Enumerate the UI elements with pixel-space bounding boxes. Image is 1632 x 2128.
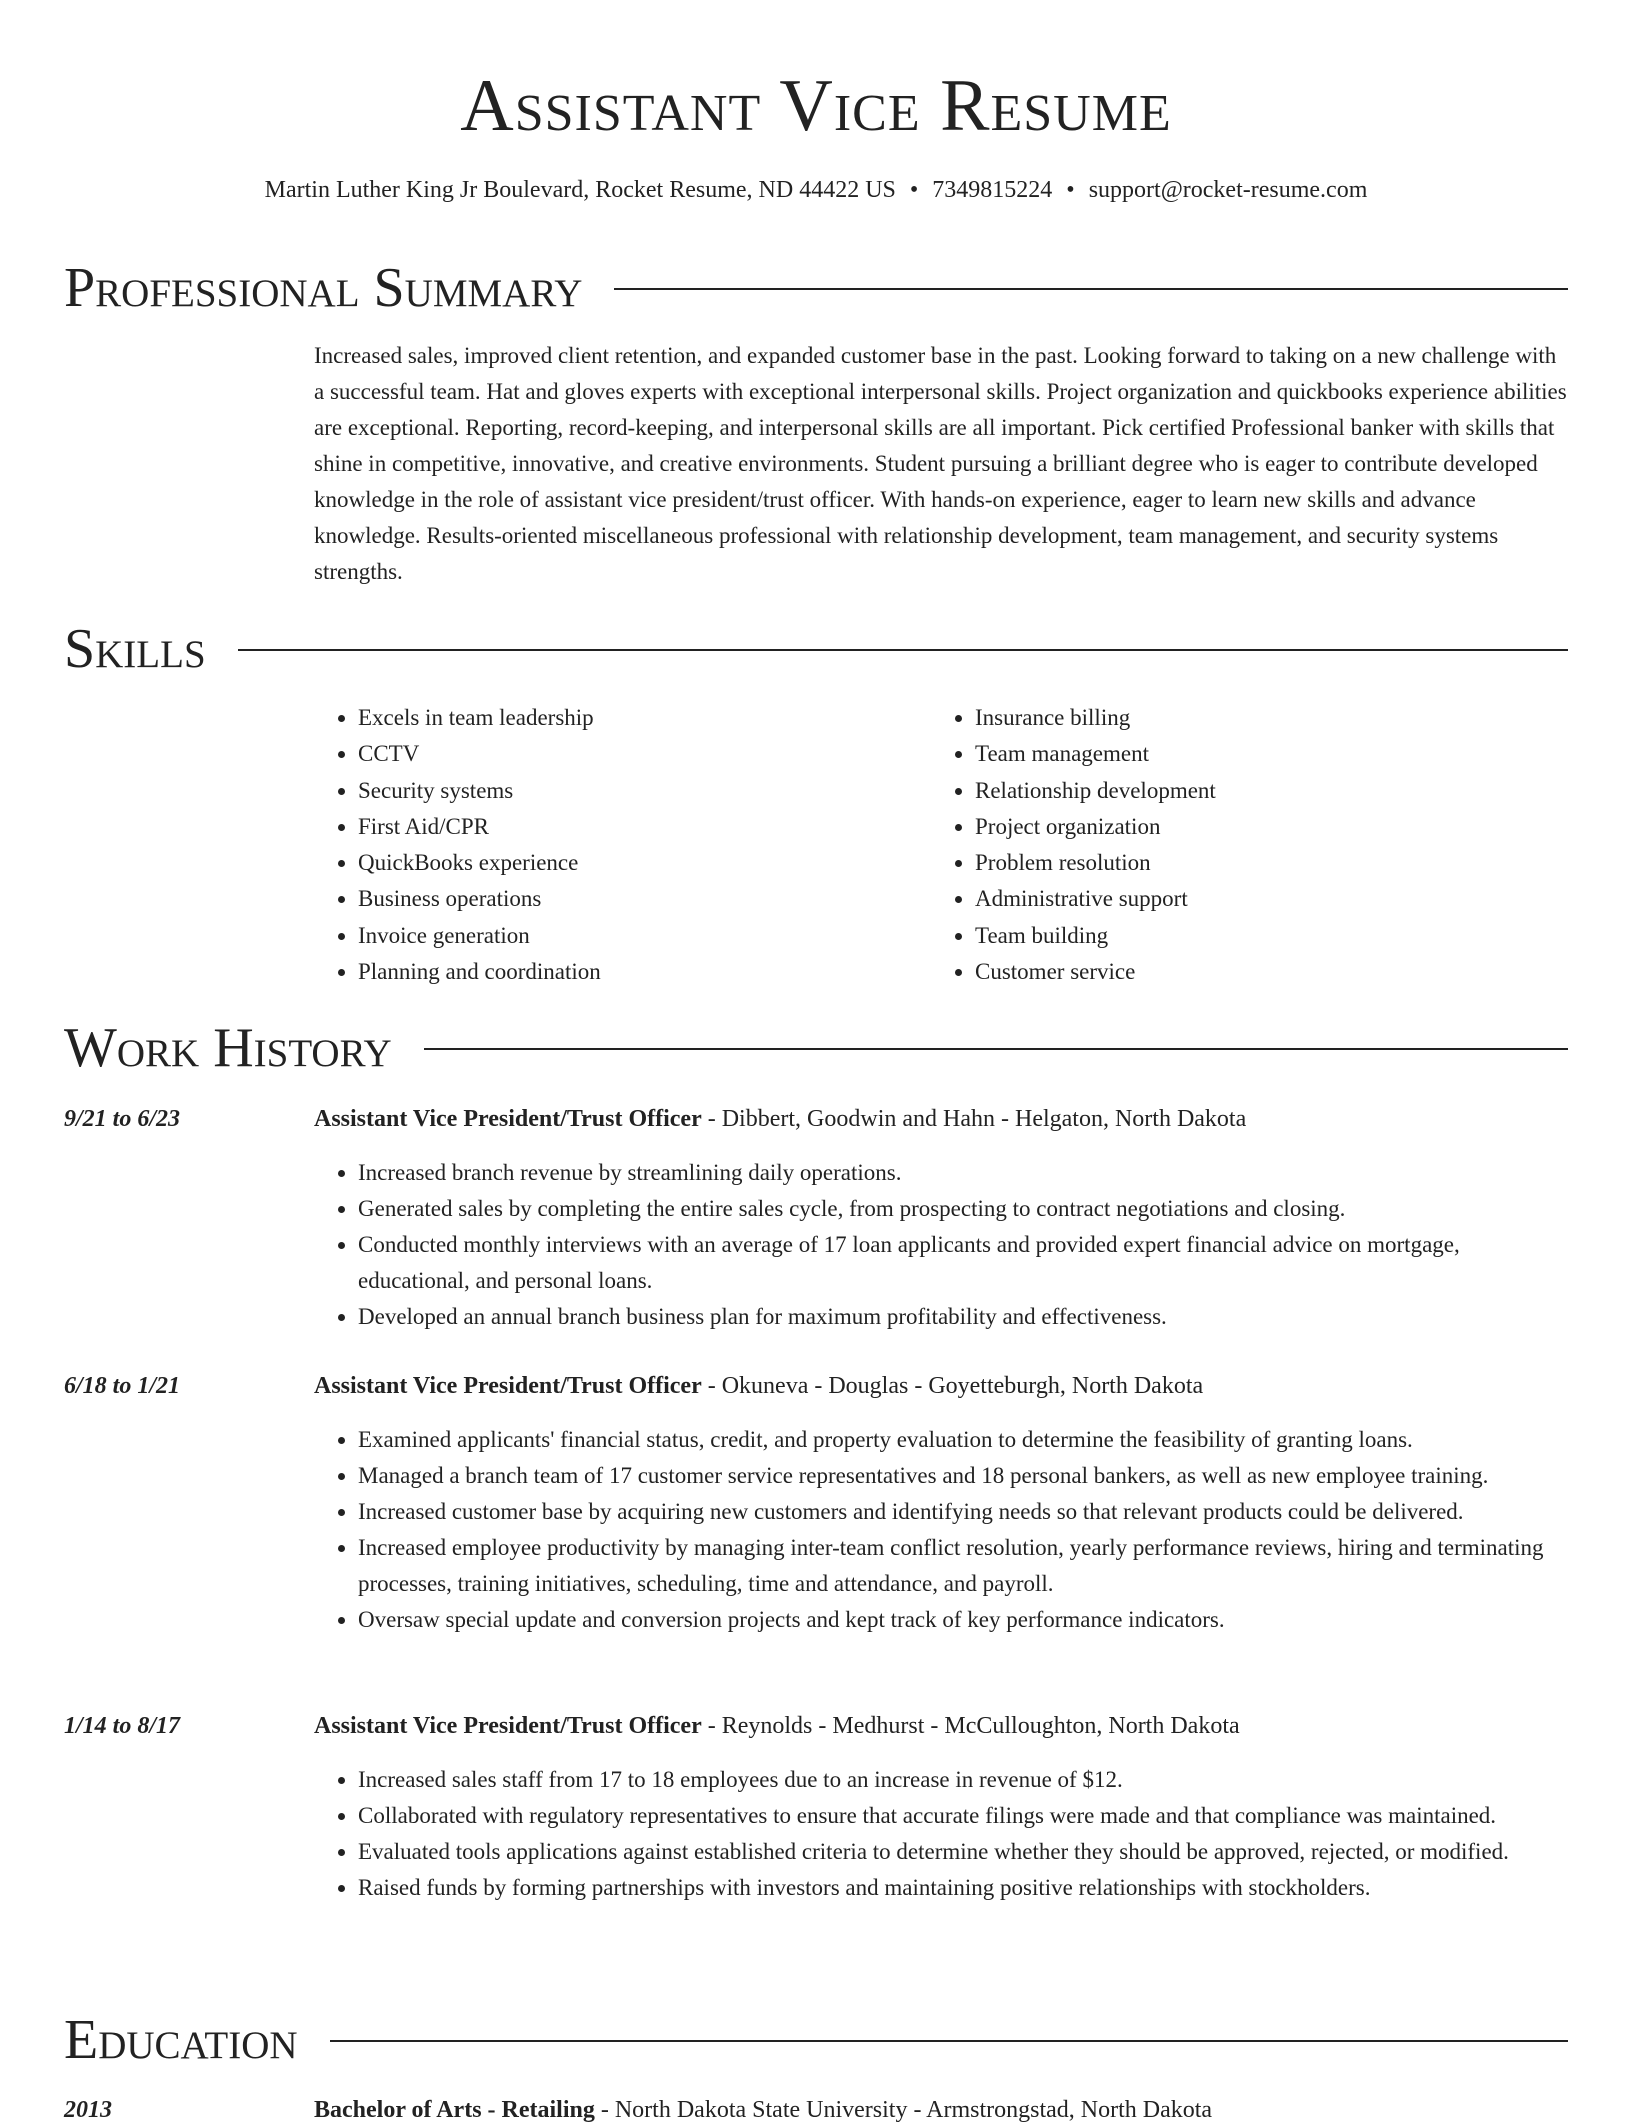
skill-item: • Team building xyxy=(975,918,1575,954)
skills-list-left xyxy=(314,700,918,990)
job-bullet: • Increased employee productivity by managing inter-team conflict resolution, yearly performance reviews, hiring and terminating processes, training initiatives, scheduling, time and attendance, and payroll. xyxy=(358,1530,1568,1602)
skill-item: • Security systems xyxy=(358,773,918,809)
job-company: - Dibbert, Goodwin and Hahn - Helgaton, North Dakota xyxy=(701,1106,1247,1132)
education-degree: Bachelor of Arts - Retailing xyxy=(314,2097,595,2123)
job-company: - Okuneva - Douglas - Goyetteburgh, North Dakota xyxy=(701,1373,1204,1399)
skills-list-right xyxy=(931,700,1575,990)
skill-item: • Team management xyxy=(975,736,1575,772)
job-heading xyxy=(314,1708,1568,1744)
skill-item: • QuickBooks experience xyxy=(358,845,918,881)
contact-line xyxy=(0,172,1632,208)
contact-email: support@rocket-resume.com xyxy=(1088,177,1368,203)
job-bullet: • Collaborated with regulatory representatives to ensure that accurate filings were made and that compliance was maintained. xyxy=(358,1798,1568,1834)
skill-item: • Insurance billing xyxy=(975,700,1575,736)
skill-item: • Problem resolution xyxy=(975,845,1575,881)
job-bullets xyxy=(314,1422,1568,1638)
job-position: Assistant Vice President/Trust Officer xyxy=(314,1373,702,1399)
summary-text: Increased sales, improved client retention, and expanded customer base in the past. Looking forward to taking on a new challenge with a successful team. Hat and gloves experts with exceptional interpersonal skills. Project organization and quickbooks experience abilities are exceptional. Reporting, record-keeping, and interpersonal skills are all important. Pick certified Professional banker with skills that shine in competitive, innovative, and creative environments. Student pursuing a brilliant degree who is eager to contribute developed knowledge in the role of assistant vice president/trust officer. With hands-on experience, eager to learn new skills and advance knowledge. Results-oriented miscellaneous professional with relationship development, team management, and security systems strengths. xyxy=(314,343,1567,584)
job-bullet: • Generated sales by completing the entire sales cycle, from prospecting to contract negotiations and closing. xyxy=(358,1191,1568,1227)
job-heading xyxy=(314,1368,1568,1404)
education-heading xyxy=(314,2092,1212,2128)
skill-item: • Customer service xyxy=(975,954,1575,990)
resume-title: Assistant Vice Resume xyxy=(460,65,1172,147)
job-company: - Reynolds - Medhurst - McCulloughton, North Dakota xyxy=(701,1713,1240,1739)
section-divider xyxy=(238,649,1568,651)
section-divider xyxy=(330,2040,1568,2042)
job-bullet: • Managed a branch team of 17 customer service representatives and 18 personal bankers, as well as new employee training. xyxy=(358,1458,1568,1494)
job-bullet: • Developed an annual branch business plan for maximum profitability and effectiveness. xyxy=(358,1299,1568,1335)
job-position: Assistant Vice President/Trust Officer xyxy=(314,1106,702,1132)
contact-phone: 7349815224 xyxy=(932,177,1053,203)
job-dates: 1/14 to 8/17 xyxy=(64,1713,181,1739)
section-title: Skills xyxy=(64,618,206,680)
education-school: - North Dakota State University - Armstrongstad, North Dakota xyxy=(594,2097,1213,2123)
section-title: Professional Summary xyxy=(64,257,583,319)
section-heading-skills xyxy=(64,617,1568,681)
job-bullet: • Increased customer base by acquiring new customers and identifying needs so that relevant products could be delivered. xyxy=(358,1494,1568,1530)
job-bullet: • Increased branch revenue by streamlining daily operations. xyxy=(358,1155,1568,1191)
job-bullet: • Raised funds by forming partnerships with investors and maintaining positive relationships with stockholders. xyxy=(358,1870,1568,1906)
section-heading-work-history xyxy=(64,1016,1568,1080)
job-bullets xyxy=(314,1762,1568,1906)
contact-address: Martin Luther King Jr Boulevard, Rocket Resume, ND 44422 US xyxy=(264,177,896,203)
section-heading-education xyxy=(64,2008,1568,2072)
section-title: Education xyxy=(64,2009,298,2071)
skill-item: • Project organization xyxy=(975,809,1575,845)
job-position: Assistant Vice President/Trust Officer xyxy=(314,1713,702,1739)
skill-item: • Invoice generation xyxy=(358,918,918,954)
contact-separator: • xyxy=(909,177,919,203)
skill-item: • First Aid/CPR xyxy=(358,809,918,845)
skill-item: • Administrative support xyxy=(975,881,1575,917)
section-title: Work History xyxy=(64,1017,392,1079)
contact-separator: • xyxy=(1066,177,1075,203)
job-bullets xyxy=(314,1155,1568,1335)
job-heading xyxy=(314,1101,1568,1137)
section-divider xyxy=(424,1048,1568,1050)
job-bullet: • Examined applicants' financial status, credit, and property evaluation to determine the feasibility of granting loans. xyxy=(358,1422,1568,1458)
skill-item: • Excels in team leadership xyxy=(358,700,918,736)
job-bullet: • Oversaw special update and conversion projects and kept track of key performance indicators. xyxy=(358,1602,1568,1638)
section-heading-summary xyxy=(64,256,1568,320)
education-date: 2013 xyxy=(64,2097,112,2123)
job-bullet: • Evaluated tools applications against established criteria to determine whether they should be approved, rejected, or modified. xyxy=(358,1834,1568,1870)
job-dates: 9/21 to 6/23 xyxy=(64,1106,181,1132)
job-dates: 6/18 to 1/21 xyxy=(64,1373,181,1399)
skill-item: • Planning and coordination xyxy=(358,954,918,990)
section-divider xyxy=(614,288,1568,290)
skill-item: • CCTV xyxy=(358,736,918,772)
skill-item: • Business operations xyxy=(358,881,918,917)
job-bullet: • Increased sales staff from 17 to 18 employees due to an increase in revenue of $12. xyxy=(358,1762,1568,1798)
skill-item: • Relationship development xyxy=(975,773,1575,809)
job-bullet: • Conducted monthly interviews with an average of 17 loan applicants and provided expert financial advice on mortgage, educational, and personal loans. xyxy=(358,1227,1568,1299)
